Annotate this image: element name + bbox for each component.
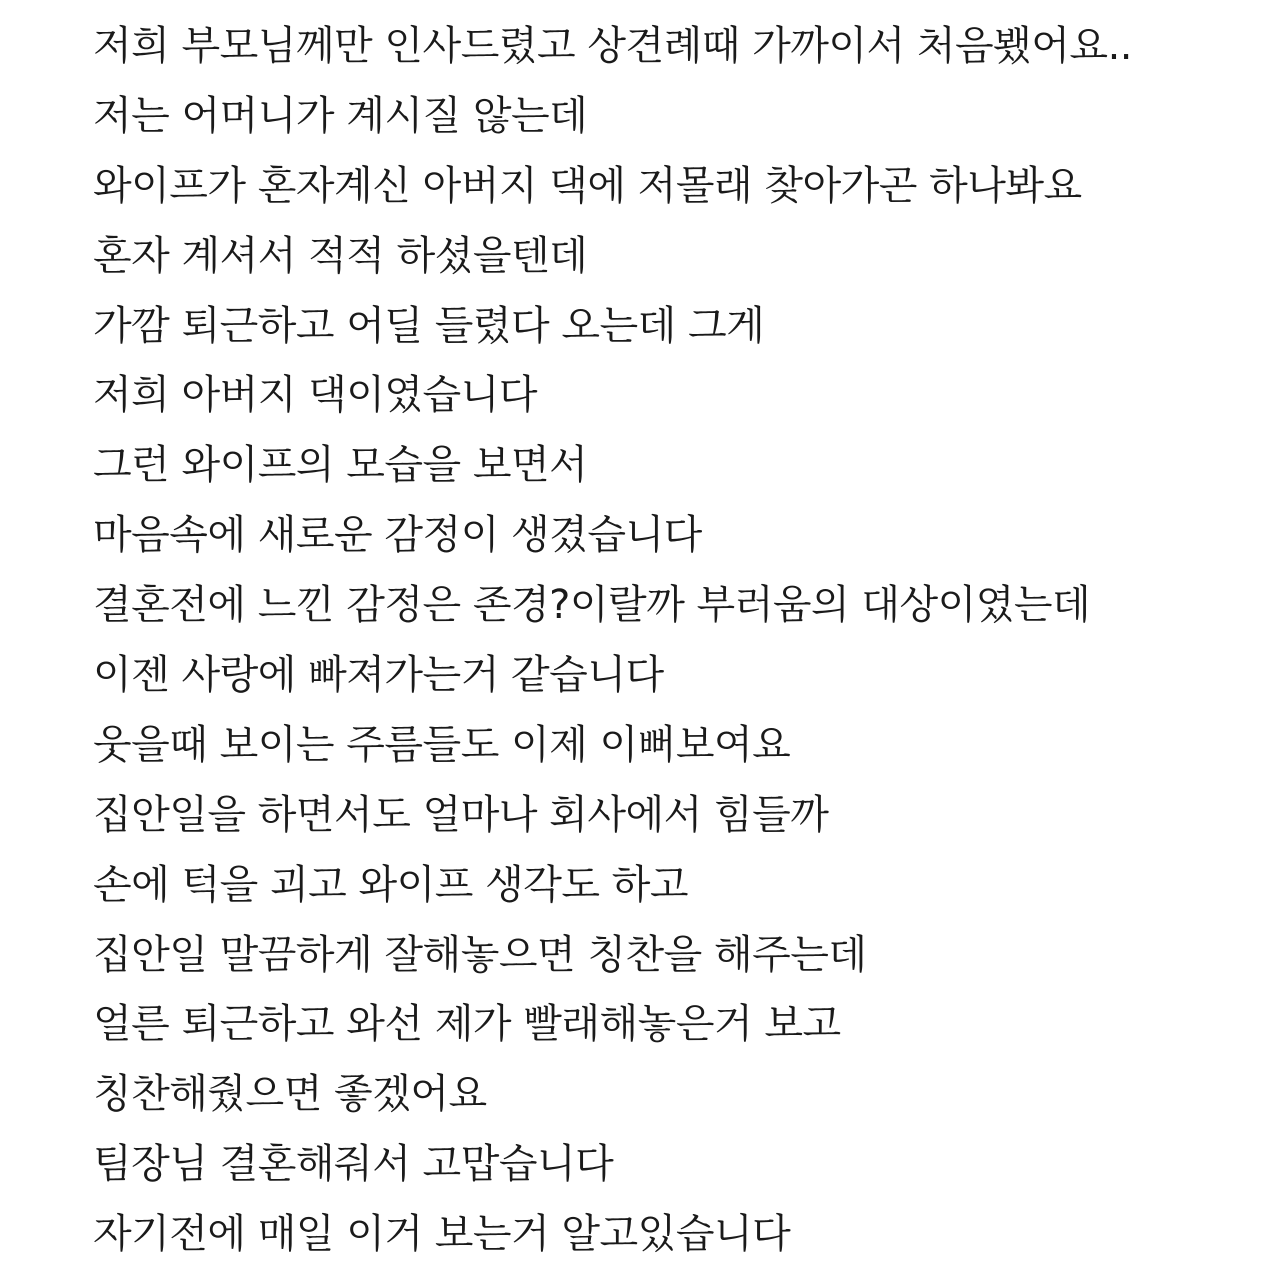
text-line: 자기전에 매일 이거 보는거 알고있습니다 xyxy=(93,1211,791,1258)
text-line: 저희 아버지 댁이였습니다 xyxy=(93,372,537,419)
text-line: 와이프가 혼자계신 아버지 댁에 저몰래 찾아가곤 하나봐요 xyxy=(93,162,1082,209)
text-line: 칭찬해줬으면 좋겠어요 xyxy=(93,1071,487,1118)
text-line: 웃을때 보이는 주름들도 이제 이뻐보여요 xyxy=(93,721,791,768)
text-line: 저희 부모님께만 인사드렸고 상견례때 가까이서 처음뵀어요.. xyxy=(93,23,1133,69)
text-line: 그런 와이프의 모습을 보면서 xyxy=(93,442,588,489)
text-line: 얼른 퇴근하고 와선 제가 빨래해놓은거 보고 xyxy=(93,1001,841,1048)
text-line: 혼자 계셔서 적적 하셨을텐데 xyxy=(93,232,588,279)
text-line: 가깜 퇴근하고 어딜 들렸다 오는데 그게 xyxy=(93,302,765,349)
text-line: 집안일을 하면서도 얼마나 회사에서 힘들까 xyxy=(93,791,829,838)
text-line: 이젠 사랑에 빠져가는거 같습니다 xyxy=(93,652,664,699)
post-text-block xyxy=(93,12,1243,1270)
text-line: 결혼전에 느낀 감정은 존경?이랄까 부러움의 대상이였는데 xyxy=(93,582,1091,629)
text-line: 손에 턱을 괴고 와이프 생각도 하고 xyxy=(93,861,689,908)
text-line: 집안일 말끔하게 잘해놓으면 칭찬을 해주는데 xyxy=(93,931,867,978)
text-line: 마음속에 새로운 감정이 생겼습니다 xyxy=(93,512,702,559)
text-line: 저는 어머니가 계시질 않는데 xyxy=(93,92,588,139)
text-line: 팀장님 결혼해줘서 고맙습니다 xyxy=(93,1141,614,1188)
